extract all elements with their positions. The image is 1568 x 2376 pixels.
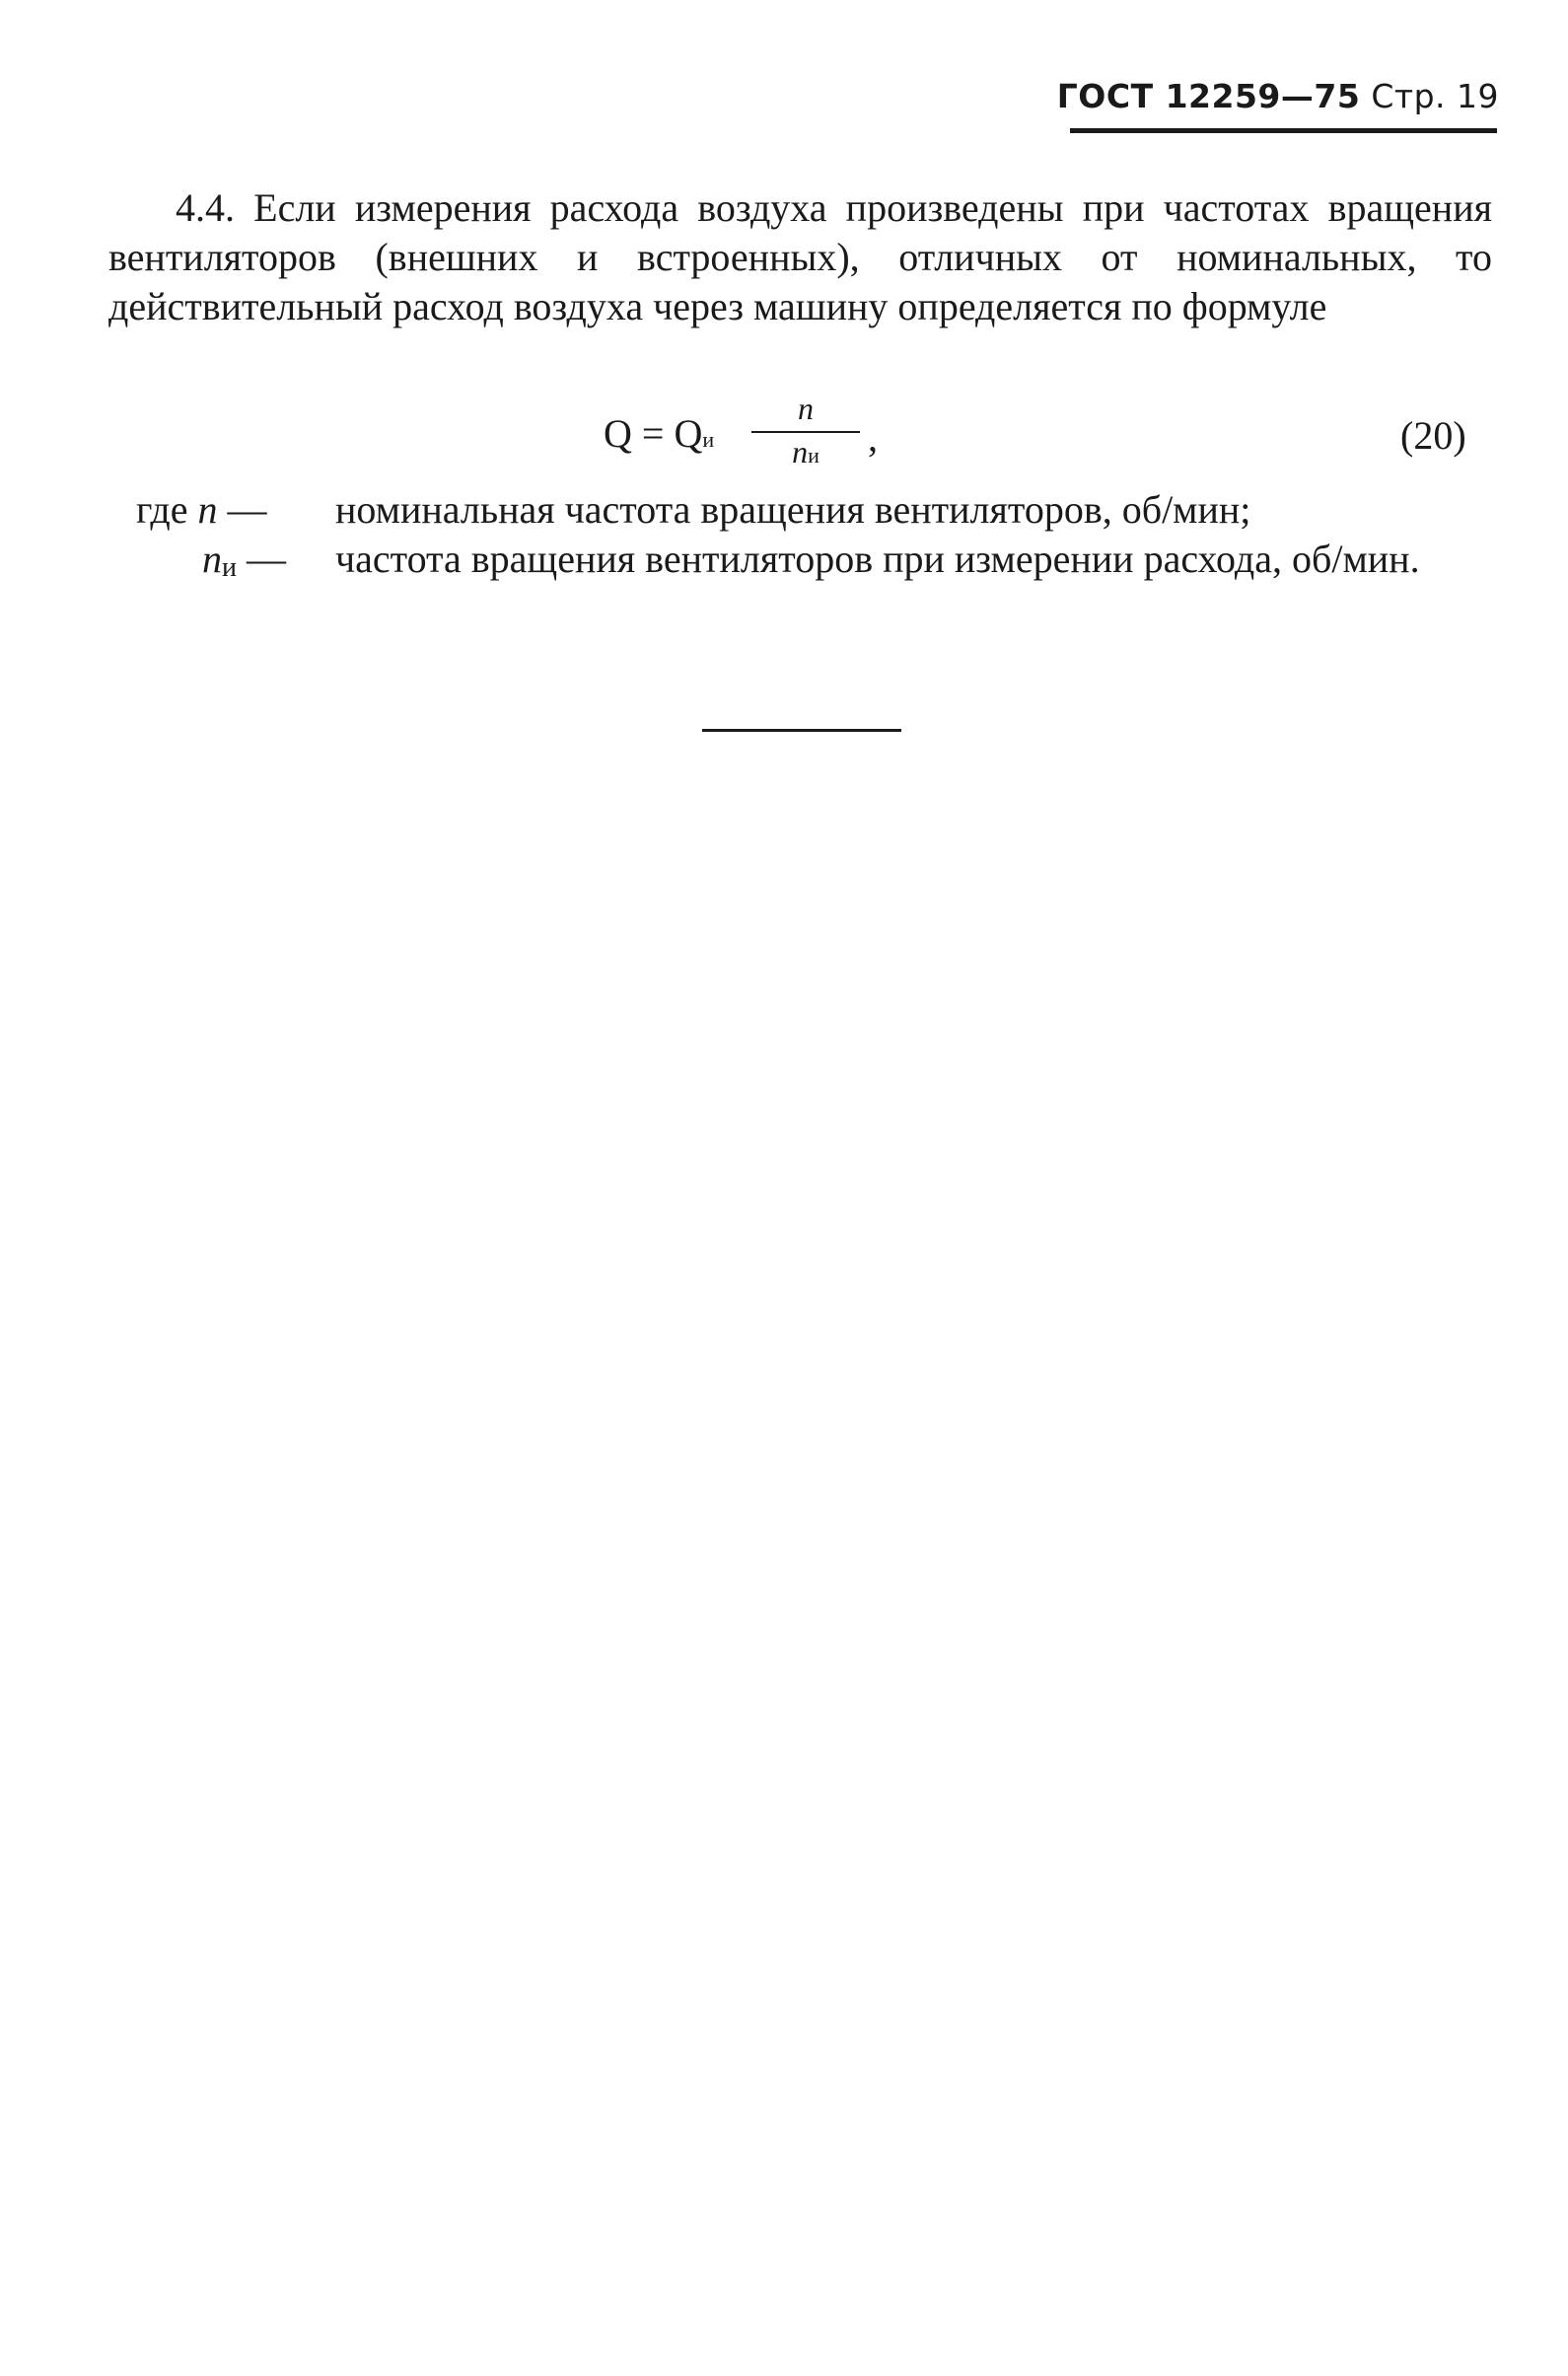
standard-number: ГОСТ 12259—75 bbox=[1056, 77, 1361, 115]
equation-number: (20) bbox=[1400, 413, 1466, 458]
formula-denominator bbox=[751, 434, 860, 473]
formula-numerator: n bbox=[798, 391, 814, 426]
definition-text-n: номинальная частота вращения вентиляторов, об/мин; bbox=[335, 487, 1251, 532]
definition-symbol-n: n bbox=[197, 487, 218, 532]
paragraph-4-4: 4.4. Если измерения расхода воздуха произведены при частотах вращения вентиляторов (внешних и встроенных), отличных от номинальных, то действительный расход воздуха через машину определяется по формуле bbox=[108, 185, 1492, 328]
formula-denominator-subscript: и bbox=[808, 443, 820, 468]
definition-text-n-i: частота вращения вентиляторов при измерении расхода, об/мин. bbox=[335, 537, 1420, 581]
formula-denominator-text: n bbox=[792, 434, 809, 469]
page-number: Стр. 19 bbox=[1371, 77, 1499, 115]
formula-lhs-subscript: и bbox=[702, 427, 715, 452]
definition-symbol-n-i-text: n bbox=[202, 537, 222, 581]
formula-comma: , bbox=[868, 415, 878, 460]
definition-where-line bbox=[136, 485, 267, 535]
formula-fraction bbox=[751, 393, 860, 471]
fraction-bar bbox=[751, 431, 860, 433]
definition-dash: — bbox=[246, 537, 286, 581]
definition-symbol-n-i bbox=[202, 537, 237, 581]
header-rule bbox=[1070, 128, 1497, 133]
page-header bbox=[986, 77, 1499, 116]
definition-symbol-line bbox=[202, 535, 286, 593]
formula-lhs bbox=[604, 410, 714, 457]
definition-symbol-subscript: и bbox=[222, 552, 237, 583]
formula-lhs-text: Q = Q bbox=[604, 411, 703, 456]
end-rule bbox=[702, 729, 901, 732]
where-word: где bbox=[136, 487, 188, 532]
definition-dash: — bbox=[227, 487, 267, 532]
